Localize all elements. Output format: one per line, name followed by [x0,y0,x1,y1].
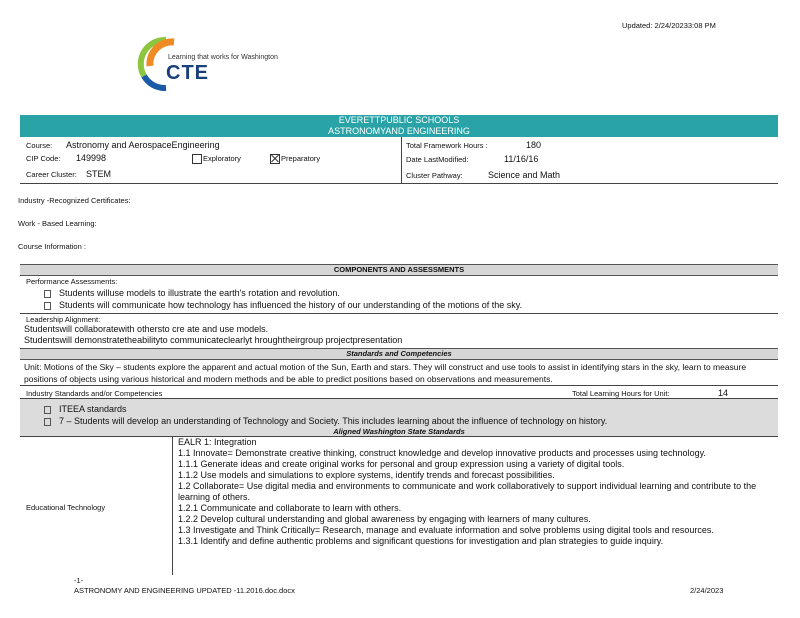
leadership-line: Studentswill demonstratetheabilityto communicateclearlyt hroughtheirgroup projectpresentation [24,335,403,345]
updated-stamp: Updated: 2/24/20233:08 PM [622,21,716,30]
ealr-line: 1.3.1 Identify and define authentic problems and significant questions for investigation and plan strategies to guide inquiry. [178,536,664,546]
footer-date: 2/24/2023 [690,586,724,595]
preparatory-label: Preparatory [281,154,321,163]
preparatory-checkbox[interactable] [270,154,280,164]
pathway-value: Science and Math [488,170,561,180]
cte-logo [136,36,306,92]
course-label: Course: [26,141,53,150]
footer-filename: ASTRONOMY AND ENGINEERING UPDATED -11.2016.doc.docx [74,586,295,595]
exploratory-checkbox[interactable] [192,154,202,164]
industry-certificates: Industry -Recognized Certificates: [18,196,131,205]
leadership-line: Studentswill collaboratewith othersto cre ate and use models. [24,324,269,334]
leadership-label: Leadership Alignment: [26,315,101,324]
total-hours-value: 180 [526,140,542,150]
list-item: 7 – Students will develop an understanding of Technology and Society. This includes learning about the influence of technology on history. [44,415,764,427]
list-item: Students will communicate how technology has influenced the history of our understanding of the motions of the sky. [44,299,764,311]
bullet-icon [44,290,51,298]
performance-label: Performance Assessments: [26,277,118,286]
list-item: ITEEA standards [44,403,764,415]
aligned-standards-header: Aligned Washington State Standards [333,427,465,436]
pathway-label: Cluster Pathway: [406,171,463,180]
cip-label: CIP Code: [26,154,61,163]
ealr-divider [172,437,173,575]
page-number: -1- [74,576,84,585]
unit-hours-value: 14 [718,388,729,398]
ealr-line: 1.2.2 Develop cultural understanding and global awareness by engaging with learners of many cultures. [178,514,591,524]
ealr-line: EALR 1: Integration [178,437,257,447]
exploratory-option[interactable] [192,154,241,164]
ealr-line: 1.1.1 Generate ideas and create original works for personal and group expression using a variety of digital tools. [178,459,625,469]
preparatory-option[interactable] [270,154,320,164]
cip-value: 149998 [76,153,107,163]
bullet-icon [44,302,51,310]
ealr-line: 1.3 Investigate and Think Critically= Research, manage and evaluate information and solve problems using digital tools and resources. [178,525,714,535]
course-title: ASTRONOMYAND ENGINEERING [328,126,470,136]
exploratory-label: Exploratory [203,154,241,163]
unit-description: Unit: Motions of the Sky – students explore the apparent and actual motion of the Sun, Earth and stars. They will construct and use tools to assist in identifying stars in the sky, learn to measure positions of objects using various historical and modern methods and be able to predict positions based on observations and measurements. [24,362,747,384]
career-label: Career Cluster: [26,170,77,179]
district-name: EVERETTPUBLIC SCHOOLS [338,115,460,125]
divider [20,313,778,314]
bullet-icon [44,406,51,414]
ealr-line: 1.2.1 Communicate and collaborate to learn with others. [178,503,402,513]
performance-list [44,287,764,311]
total-hours-label: Total Framework Hours : [406,141,488,150]
career-value: STEM [86,169,112,179]
list-item: Students willuse models to illustrate the earth's rotation and revolution. [44,287,764,299]
course-value: Astronomy and AerospaceEngineering [66,140,220,150]
ealr-table [20,436,778,575]
unit-hours-label: Total Learning Hours for Unit: [572,389,670,398]
logo-tagline: Learning that works for Washington [168,54,278,61]
ealr-line: 1.1.2 Use models and simulations to explore systems, identify trends and forecast possibilities. [178,470,555,480]
standards-header: Standards and Competencies [20,348,778,360]
course-information: Course Information : [18,242,86,251]
date-value: 11/16/16 [504,154,539,164]
industry-standards-label: Industry Standards and/or Competencies [26,389,163,398]
bullet-icon [44,418,51,426]
ealr-line: 1.2 Collaborate= Use digital media and environments to communicate and work collaboratively to support individual learning and contribute to the learning of others. [178,481,757,502]
iteea-block [20,398,778,437]
divider [20,385,778,386]
info-divider [401,137,402,183]
work-based-learning: Work - Based Learning: [18,219,97,228]
leadership-lines [24,324,764,346]
info-block [20,137,778,184]
date-label: Date LastModified: [406,155,469,164]
header-banner [20,115,778,137]
educational-technology-label: Educational Technology [26,503,106,512]
logo-name: CTE [166,62,209,84]
ealr-content [178,437,762,547]
ealr-line: 1.1 Innovate= Demonstrate creative thinking, construct knowledge and develop innovative products and processes using technology. [178,448,706,458]
components-header: COMPONENTS AND ASSESSMENTS [20,264,778,276]
